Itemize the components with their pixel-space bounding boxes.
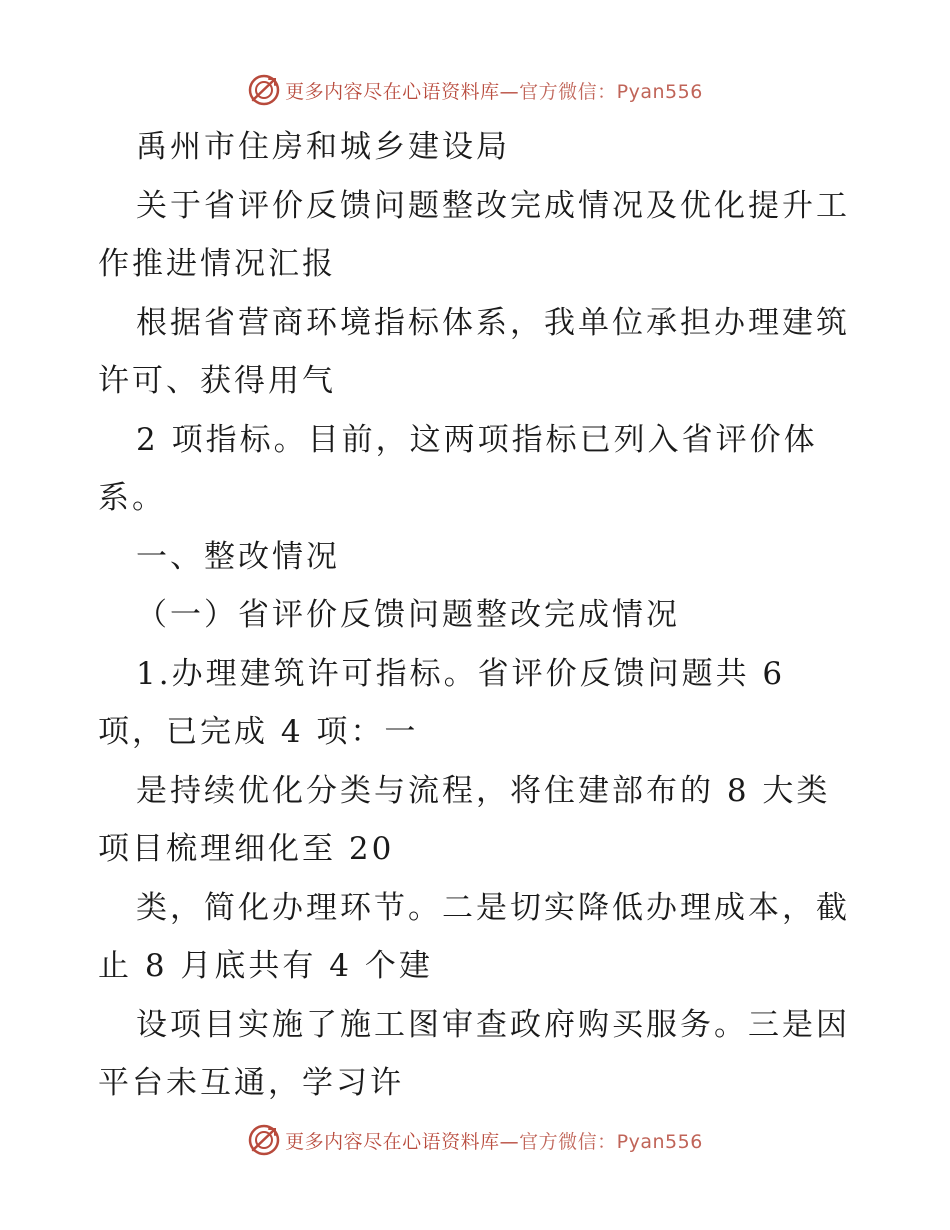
banner-separator: — [499, 1130, 520, 1153]
banner-contact: 官方微信：Pyan556 [519, 80, 703, 103]
paragraph-line: 平台未互通，学习许 [98, 1065, 404, 1101]
paragraph-line: 根据省营商环境指标体系，我单位承担办理建筑 [136, 304, 850, 341]
header-banner [0, 68, 950, 112]
paragraph-line: 类，简化办理环节。二是切实降低办理成本，截 [136, 889, 850, 926]
doc-org-title: 禹州市住房和城乡建设局 [136, 129, 510, 165]
banner-title: 更多内容尽在心语资料库 [285, 1130, 500, 1153]
banner-separator: — [499, 80, 520, 103]
banner-text [285, 1127, 703, 1154]
brand-logo-icon [247, 1123, 281, 1157]
paragraph-line: 是持续优化分类与流程，将住建部布的 8 大类 [136, 772, 831, 809]
section-heading: 一、整改情况 [136, 538, 340, 575]
footer-banner [0, 1118, 950, 1162]
paragraph-line: 1.办理建筑许可指标。省评价反馈问题共 6 [136, 655, 786, 692]
paragraph-line: 项，已完成 4 项：一 [98, 714, 419, 750]
banner-contact: 官方微信：Pyan556 [519, 1130, 703, 1153]
banner-title: 更多内容尽在心语资料库 [285, 80, 500, 103]
paragraph-line: 项目梳理细化至 20 [98, 831, 395, 867]
paragraph-line: 系。 [98, 480, 166, 516]
paragraph-line: 设项目实施了施工图审查政府购买服务。三是因 [136, 1006, 850, 1043]
paragraph-line: 许可、获得用气 [98, 363, 336, 399]
brand-logo-icon [247, 73, 281, 107]
paragraph-line: 止 8 月底共有 4 个建 [98, 948, 433, 984]
doc-report-title: 关于省评价反馈问题整改完成情况及优化提升工 [136, 187, 850, 224]
doc-report-title-cont: 作推进情况汇报 [98, 246, 336, 282]
document-body [98, 118, 858, 1113]
banner-text [285, 77, 703, 104]
paragraph-line: 2 项指标。目前，这两项指标已列入省评价体 [136, 421, 818, 458]
subsection-heading: （一）省评价反馈问题整改完成情况 [136, 597, 680, 633]
